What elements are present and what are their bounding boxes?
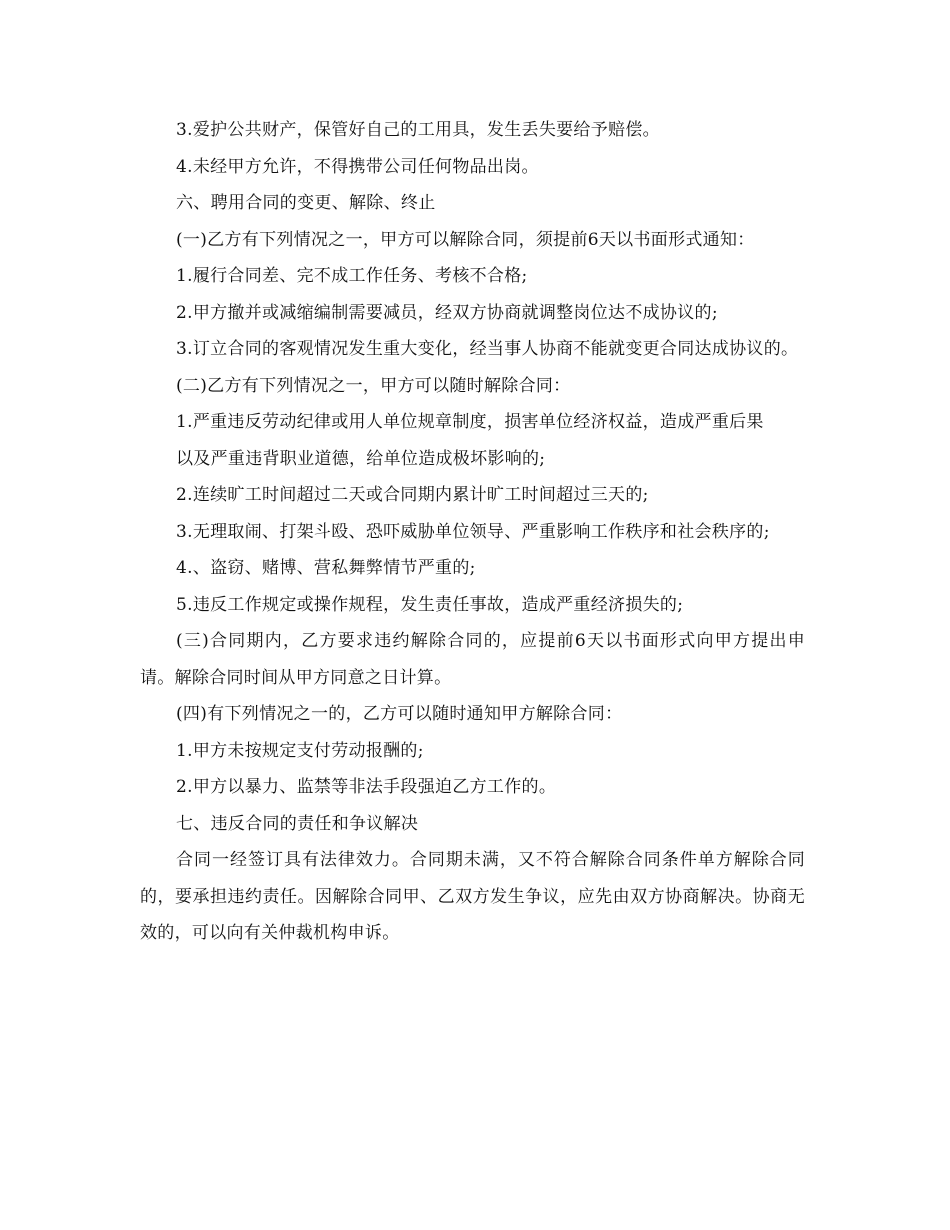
paragraph-4: (一)乙方有下列情况之一，甲方可以解除合同，须提前6天以书面形式通知：: [176, 229, 755, 250]
paragraph-16: (四)有下列情况之一的，乙方可以随时通知甲方解除合同：: [176, 704, 623, 724]
paragraph-1: 3.爱护公共财产，保管好自己的工用具，发生丢失要给予赔偿。: [176, 120, 660, 140]
paragraph-14: 5.违反工作规定或操作规程，发生责任事故，造成严重经济损失的;: [176, 594, 684, 615]
section-heading-7: 七、违反合同的责任和争议解决: [176, 813, 419, 834]
paragraph-17: 1.甲方未按规定支付劳动报酬的;: [176, 740, 424, 761]
paragraph-13: 4.、盗窃、赌博、营私舞弊情节严重的;: [176, 558, 476, 578]
paragraph-12: 3.无理取闹、打架斗殴、恐吓威胁单位领导、严重影响工作秩序和社会秩序的;: [176, 521, 770, 542]
paragraph-8: (二)乙方有下列情况之一，甲方可以随时解除合同：: [176, 375, 571, 396]
paragraph-10: 以及严重违背职业道德，给单位造成极坏影响的;: [176, 448, 546, 469]
paragraph-6: 2.甲方撤并或减缩编制需要减员，经双方协商就调整岗位达不成协议的;: [176, 302, 718, 323]
paragraph-2: 4.未经甲方允许，不得携带公司任何物品出岗。: [176, 156, 539, 177]
section-heading-6: 六、聘用合同的变更、解除、终止: [176, 193, 436, 213]
paragraph-18: 2.甲方以暴力、监禁等非法手段强迫乙方工作的。: [176, 777, 557, 797]
document-body: [140, 112, 805, 952]
paragraph-11: 2.连续旷工时间超过二天或合同期内累计旷工时间超过三天的;: [176, 485, 649, 505]
paragraph-15: (三)合同期内，乙方要求违约解除合同的，应提前6天以书面形式向甲方提出申请。解除合同时间从甲方同意之日计算。: [140, 631, 805, 688]
paragraph-7: 3.订立合同的客观情况发生重大变化，经当事人协商不能就变更合同达成协议的。: [176, 339, 799, 359]
paragraph-20: 合同一经签订具有法律效力。合同期未满，又不符合解除合同条件单方解除合同的，要承担违约责任。因解除合同甲、乙双方发生争议，应先由双方协商解决。协商无效的，可以向有关仲裁机构申诉。: [140, 850, 805, 943]
paragraph-5: 1.履行合同差、完不成工作任务、考核不合格;: [176, 266, 528, 286]
paragraph-9: 1.严重违反劳动纪律或用人单位规章制度，损害单位经济权益，造成严重后果: [176, 412, 764, 432]
